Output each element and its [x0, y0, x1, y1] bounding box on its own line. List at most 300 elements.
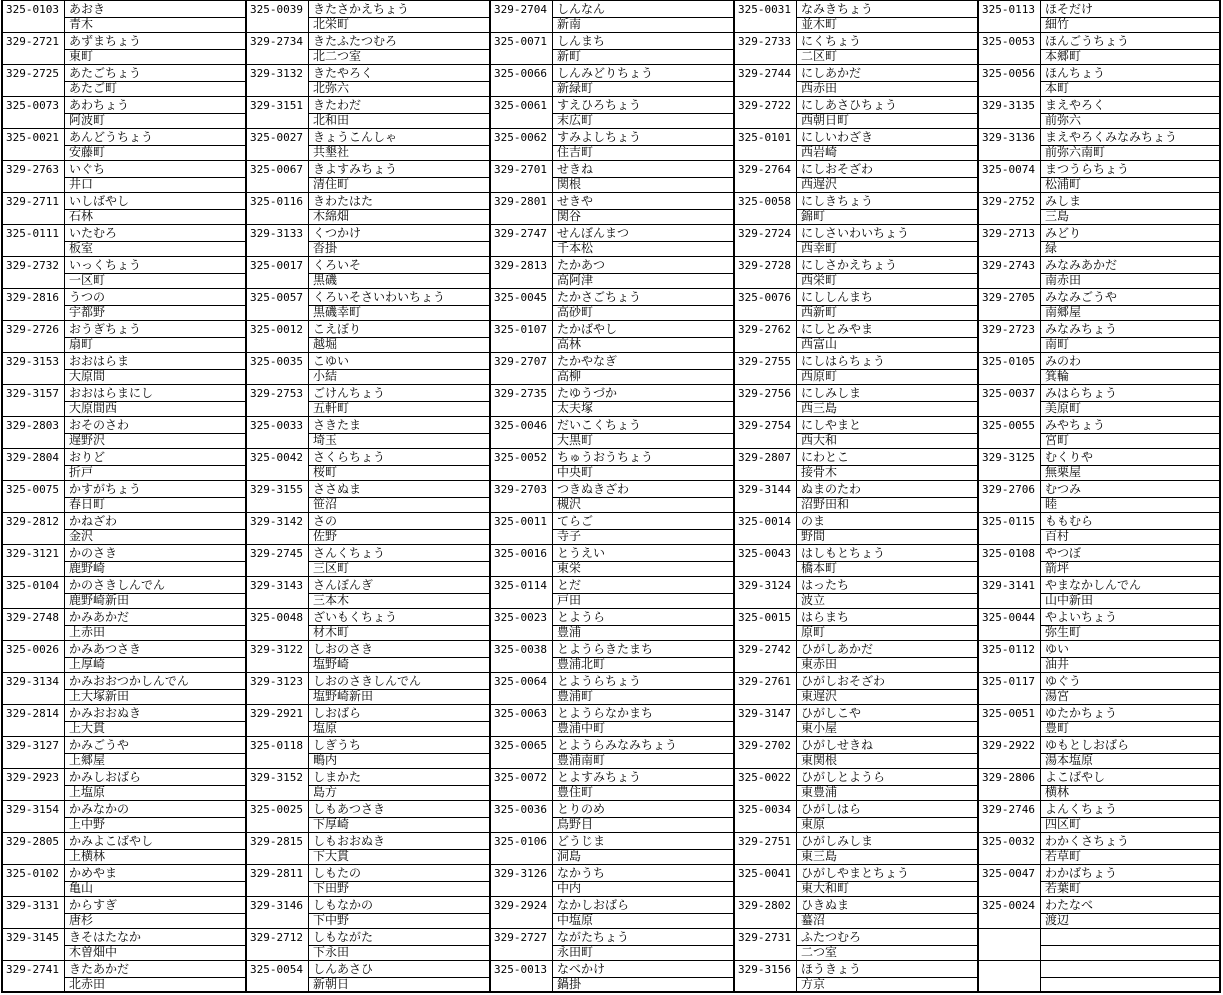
address-entry: [3, 928, 245, 960]
postal-code: 329-3121: [6, 547, 59, 560]
postal-code: 329-2735: [494, 387, 547, 400]
row-divider: [1040, 945, 1219, 946]
town-name: 東豊浦: [801, 785, 838, 799]
postal-code: 329-2922: [982, 739, 1035, 752]
town-name: 緑: [1045, 241, 1058, 255]
town-name: 北栄町: [313, 17, 350, 31]
town-name: 東赤田: [801, 657, 838, 671]
address-entry: [979, 256, 1219, 288]
address-entry: [3, 224, 245, 256]
town-reading: あずまちょう: [69, 34, 142, 48]
town-reading: にししんまち: [801, 290, 874, 304]
town-name: 山中新田: [1045, 593, 1094, 607]
address-entry: [247, 640, 489, 672]
town-name: 西岩崎: [801, 145, 838, 159]
postal-code: 325-0025: [250, 803, 303, 816]
town-name: 寺子: [557, 529, 582, 543]
town-reading: こえぼり: [313, 322, 362, 336]
address-entry: [735, 960, 977, 992]
postal-code: 329-2713: [982, 227, 1035, 240]
town-name: 南町: [1045, 337, 1070, 351]
town-name: 鹿野崎: [69, 561, 106, 575]
address-entry: [491, 832, 733, 864]
address-entry: [735, 192, 977, 224]
town-reading: おそのさわ: [69, 418, 130, 432]
town-name: 永田町: [557, 945, 594, 959]
town-reading: ひがしとようら: [801, 770, 886, 784]
town-reading: ほそだけ: [1045, 2, 1094, 16]
postal-code: 325-0104: [6, 579, 59, 592]
town-reading: てらご: [557, 514, 594, 528]
town-reading: かみおおぬき: [69, 706, 142, 720]
town-name: 板室: [69, 241, 94, 255]
address-entry: [247, 960, 489, 992]
town-name: 黒磯幸町: [313, 305, 362, 319]
postal-code: 325-0023: [494, 611, 547, 624]
address-entry: [3, 0, 245, 32]
town-reading: まえやろく: [1045, 98, 1106, 112]
town-reading: さんくちょう: [313, 546, 386, 560]
address-entry: [491, 256, 733, 288]
town-reading: せきや: [557, 194, 594, 208]
address-entry: [979, 288, 1219, 320]
town-name: 清住町: [313, 177, 350, 191]
town-reading: きたさかえちょう: [313, 2, 410, 16]
postal-code: 325-0102: [6, 867, 59, 880]
postal-code: 325-0053: [982, 35, 1035, 48]
address-entry: [735, 512, 977, 544]
town-name: 桜町: [313, 465, 338, 479]
postal-code: 329-2807: [738, 451, 791, 464]
postal-code: 329-2732: [6, 259, 59, 272]
address-entry: [979, 672, 1219, 704]
town-reading: すえひろちょう: [557, 98, 642, 112]
address-entry: [247, 544, 489, 576]
address-entry: [491, 640, 733, 672]
town-reading: やつぼ: [1045, 546, 1082, 560]
address-entry: [3, 320, 245, 352]
town-reading: すみよしちょう: [557, 130, 642, 144]
postal-code: 325-0016: [494, 547, 547, 560]
address-entry: [979, 128, 1219, 160]
address-entry: [3, 352, 245, 384]
town-reading: だいこくちょう: [557, 418, 642, 432]
town-name: 洞島: [557, 849, 582, 863]
town-name: 小結: [313, 369, 338, 383]
address-entry: [3, 768, 245, 800]
postal-code: 329-2704: [494, 3, 547, 16]
town-name: 下厚崎: [313, 817, 350, 831]
address-entry: [3, 672, 245, 704]
town-name: 鴫内: [313, 753, 338, 767]
town-reading: さんぼんぎ: [313, 578, 374, 592]
town-reading: しんまち: [557, 34, 606, 48]
postal-code: 325-0058: [738, 195, 791, 208]
town-reading: ひがしおそざわ: [801, 674, 886, 688]
town-name: 西三島: [801, 401, 838, 415]
town-reading: くろいそさいわいちょう: [313, 290, 446, 304]
address-entry: [247, 928, 489, 960]
address-entry: [3, 864, 245, 896]
postal-code: 325-0056: [982, 67, 1035, 80]
town-reading: のま: [801, 514, 826, 528]
postal-code: 329-2921: [250, 707, 303, 720]
address-entry: [979, 832, 1219, 864]
address-entry: [3, 640, 245, 672]
address-entry: [491, 0, 733, 32]
town-name: 西遅沢: [801, 177, 838, 191]
town-reading: みはらちょう: [1045, 386, 1118, 400]
town-reading: おりど: [69, 450, 106, 464]
address-entry: [247, 768, 489, 800]
postal-code: 325-0044: [982, 611, 1035, 624]
postal-code: 329-2763: [6, 163, 59, 176]
town-reading: みのわ: [1045, 354, 1082, 368]
address-entry: [3, 832, 245, 864]
postal-code: 329-2755: [738, 355, 791, 368]
town-name: 本町: [1045, 81, 1070, 95]
address-entry: [979, 480, 1219, 512]
postal-code: 329-2923: [6, 771, 59, 784]
postal-code: 329-2724: [738, 227, 791, 240]
postal-code: 325-0039: [250, 3, 303, 16]
town-reading: にわとこ: [801, 450, 850, 464]
town-reading: ささぬま: [313, 482, 362, 496]
town-reading: ひがしみしま: [801, 834, 874, 848]
address-entry: [979, 704, 1219, 736]
town-name: 金沢: [69, 529, 94, 543]
address-entry: [3, 96, 245, 128]
address-entry: [3, 704, 245, 736]
postal-code: 325-0037: [982, 387, 1035, 400]
postal-code: 329-3127: [6, 739, 59, 752]
town-reading: わたなべ: [1045, 898, 1094, 912]
postal-code: 325-0118: [250, 739, 303, 752]
town-name: 三本木: [313, 593, 350, 607]
address-entry: [3, 512, 245, 544]
postal-code: 325-0048: [250, 611, 303, 624]
address-entry: [247, 192, 489, 224]
town-name: 新南: [557, 17, 582, 31]
town-name: 横林: [1045, 785, 1070, 799]
town-reading: とだ: [557, 578, 582, 592]
address-entry: [979, 160, 1219, 192]
town-name: 材木町: [313, 625, 350, 639]
town-reading: しんみどりちょう: [557, 66, 654, 80]
town-name: 中塩原: [557, 913, 594, 927]
town-reading: みなみごうや: [1045, 290, 1118, 304]
town-reading: とようらちょう: [557, 674, 642, 688]
postal-code: 325-0047: [982, 867, 1035, 880]
town-name: 西幸町: [801, 241, 838, 255]
postal-code: 329-3156: [738, 963, 791, 976]
postal-code: 329-2722: [738, 99, 791, 112]
town-name: 渡辺: [1045, 913, 1070, 927]
postal-code: 329-3141: [982, 579, 1035, 592]
town-reading: にしとみやま: [801, 322, 874, 336]
address-entry: [247, 320, 489, 352]
town-reading: みどり: [1045, 226, 1082, 240]
postal-code: 329-2746: [982, 803, 1035, 816]
postal-code: 325-0113: [982, 3, 1035, 16]
town-reading: いぐち: [69, 162, 106, 176]
town-reading: わかくさちょう: [1045, 834, 1130, 848]
town-name: 住吉町: [557, 145, 594, 159]
town-name: 高阿津: [557, 273, 594, 287]
address-entry: [491, 224, 733, 256]
town-name: 戸田: [557, 593, 582, 607]
town-reading: さの: [313, 514, 338, 528]
town-reading: おおはらま: [69, 354, 130, 368]
postal-code: 329-2725: [6, 67, 59, 80]
town-name: 安藤町: [69, 145, 106, 159]
postal-code: 329-2811: [250, 867, 303, 880]
town-name: 豊浦南町: [557, 753, 606, 767]
address-entry: [735, 576, 977, 608]
town-reading: くつかけ: [313, 226, 362, 240]
postal-code: 329-2721: [6, 35, 59, 48]
address-entry: [3, 608, 245, 640]
town-reading: にしさいわいちょう: [801, 226, 910, 240]
address-entry: [491, 864, 733, 896]
town-name: 中央町: [557, 465, 594, 479]
town-name: 唐杉: [69, 913, 94, 927]
town-name: 下永田: [313, 945, 350, 959]
town-reading: ふたつむろ: [801, 930, 862, 944]
town-reading: からすぎ: [69, 898, 118, 912]
postal-code: 329-2701: [494, 163, 547, 176]
address-entry: [735, 64, 977, 96]
town-reading: こゆい: [313, 354, 350, 368]
town-name: 石林: [69, 209, 94, 223]
town-reading: きわたはた: [313, 194, 374, 208]
town-reading: なみきちょう: [801, 2, 874, 16]
town-reading: きょうこんしゃ: [313, 130, 398, 144]
postal-code: 325-0024: [982, 899, 1035, 912]
town-reading: かのさき: [69, 546, 118, 560]
address-entry: [3, 160, 245, 192]
postal-code: 325-0015: [738, 611, 791, 624]
address-entry: [247, 864, 489, 896]
town-name: 上厚崎: [69, 657, 106, 671]
address-entry: [979, 64, 1219, 96]
address-entry: [979, 224, 1219, 256]
postal-code: 329-3134: [6, 675, 59, 688]
address-column-4: [733, 0, 977, 991]
town-name: 折戸: [69, 465, 94, 479]
town-reading: みやちょう: [1045, 418, 1106, 432]
address-entry: [491, 192, 733, 224]
town-name: 東三島: [801, 849, 838, 863]
town-reading: まえやろくみなみちょう: [1045, 130, 1178, 144]
address-column-3: [489, 0, 733, 991]
address-entry: [979, 512, 1219, 544]
postal-code: 329-2801: [494, 195, 547, 208]
postal-code: 329-2813: [494, 259, 547, 272]
town-reading: かねざわ: [69, 514, 118, 528]
postal-code: 329-2706: [982, 483, 1035, 496]
postal-code: 329-2751: [738, 835, 791, 848]
town-name: 末広町: [557, 113, 594, 127]
postal-code: 325-0101: [738, 131, 791, 144]
town-reading: はしもとちょう: [801, 546, 886, 560]
town-reading: なべかけ: [557, 962, 606, 976]
address-entry: [979, 544, 1219, 576]
address-entry: [979, 960, 1219, 992]
postal-code: 329-2711: [6, 195, 59, 208]
postal-code: 325-0061: [494, 99, 547, 112]
town-name: 湯本塩原: [1045, 753, 1094, 767]
town-name: 本郷町: [1045, 49, 1082, 63]
postal-code: 329-3135: [982, 99, 1035, 112]
address-entry: [3, 128, 245, 160]
postal-code: 329-2924: [494, 899, 547, 912]
town-reading: しもながた: [313, 930, 374, 944]
address-entry: [979, 192, 1219, 224]
postal-code: 329-3144: [738, 483, 791, 496]
town-name: 上郷屋: [69, 753, 106, 767]
postal-code: 329-2743: [982, 259, 1035, 272]
address-column-1: [1, 0, 245, 991]
postal-code: 329-3157: [6, 387, 59, 400]
postal-code: 325-0075: [6, 483, 59, 496]
postal-code: 325-0116: [250, 195, 303, 208]
town-name: 睦: [1045, 497, 1058, 511]
town-reading: にしみしま: [801, 386, 862, 400]
town-reading: ちゅうおうちょう: [557, 450, 654, 464]
address-entry: [735, 640, 977, 672]
town-reading: にしやまと: [801, 418, 862, 432]
postal-code: 325-0021: [6, 131, 59, 144]
postal-code: 329-2814: [6, 707, 59, 720]
town-name: 二つ室: [801, 945, 838, 959]
postal-code: 325-0107: [494, 323, 547, 336]
address-entry: [247, 480, 489, 512]
row-divider: [1040, 977, 1219, 978]
town-name: 北二つ室: [313, 49, 362, 63]
town-reading: わかばちょう: [1045, 866, 1118, 880]
address-entry: [491, 960, 733, 992]
postal-code: 325-0033: [250, 419, 303, 432]
postal-code: 325-0011: [494, 515, 547, 528]
postal-code: 325-0111: [6, 227, 59, 240]
address-entry: [735, 384, 977, 416]
postal-code: 329-2764: [738, 163, 791, 176]
postal-code: 329-3132: [250, 67, 303, 80]
address-entry: [735, 128, 977, 160]
address-entry: [979, 640, 1219, 672]
town-reading: みなみちょう: [1045, 322, 1118, 336]
town-reading: にしおそざわ: [801, 162, 874, 176]
postal-code: 329-2804: [6, 451, 59, 464]
town-reading: やまなかしんでん: [1045, 578, 1142, 592]
town-reading: とよすみちょう: [557, 770, 642, 784]
town-reading: しおのさきしんでん: [313, 674, 422, 688]
town-reading: ながたちょう: [557, 930, 630, 944]
postal-code: 329-3154: [6, 803, 59, 816]
town-name: 千本松: [557, 241, 594, 255]
town-name: 前弥六南町: [1045, 145, 1106, 159]
town-name: 西富山: [801, 337, 838, 351]
address-entry: [491, 768, 733, 800]
address-entry: [735, 800, 977, 832]
address-entry: [735, 704, 977, 736]
address-entry: [979, 896, 1219, 928]
postal-code: 325-0112: [982, 643, 1035, 656]
address-entry: [491, 480, 733, 512]
address-entry: [735, 256, 977, 288]
town-name: 高林: [557, 337, 582, 351]
town-reading: にしさかえちょう: [801, 258, 898, 272]
address-entry: [247, 704, 489, 736]
postal-code: 325-0031: [738, 3, 791, 16]
town-name: 大原間西: [69, 401, 118, 415]
town-reading: しもたの: [313, 866, 362, 880]
postal-code: 329-2702: [738, 739, 791, 752]
address-entry: [491, 736, 733, 768]
town-reading: しもおおぬき: [313, 834, 386, 848]
address-entry: [247, 96, 489, 128]
town-name: 三島: [1045, 209, 1070, 223]
address-entry: [491, 928, 733, 960]
town-reading: たかばやし: [557, 322, 618, 336]
postal-code: 329-2734: [250, 35, 303, 48]
town-name: 錦町: [801, 209, 826, 223]
address-entry: [491, 160, 733, 192]
address-entry: [3, 800, 245, 832]
row-divider: [1040, 241, 1219, 242]
postal-code: 325-0074: [982, 163, 1035, 176]
town-reading: かみあかだ: [69, 610, 130, 624]
town-name: 関谷: [557, 209, 582, 223]
address-entry: [3, 64, 245, 96]
postal-code: 329-2762: [738, 323, 791, 336]
town-name: 新町: [557, 49, 582, 63]
town-name: 沼野田和: [801, 497, 850, 511]
postal-code: 329-2761: [738, 675, 791, 688]
address-entry: [735, 896, 977, 928]
postal-code: 329-2815: [250, 835, 303, 848]
town-reading: ざいもくちょう: [313, 610, 398, 624]
address-entry: [3, 288, 245, 320]
town-name: 方京: [801, 977, 826, 991]
town-name: 中内: [557, 881, 582, 895]
town-name: 笹沼: [313, 497, 338, 511]
town-reading: にしあさひちょう: [801, 98, 898, 112]
address-entry: [247, 0, 489, 32]
town-name: 無栗屋: [1045, 465, 1082, 479]
town-name: 西大和: [801, 433, 838, 447]
address-entry: [735, 320, 977, 352]
postal-code: 325-0114: [494, 579, 547, 592]
town-name: 塩原: [313, 721, 338, 735]
town-reading: ひがしやまとちょう: [801, 866, 910, 880]
postal-code: 329-2816: [6, 291, 59, 304]
town-reading: とようらみなみちょう: [557, 738, 678, 752]
town-reading: やよいちょう: [1045, 610, 1118, 624]
town-name: 沓掛: [313, 241, 338, 255]
address-entry: [247, 256, 489, 288]
town-reading: しぎうち: [313, 738, 362, 752]
address-entry: [3, 256, 245, 288]
postal-code: 325-0022: [738, 771, 791, 784]
town-reading: おうぎちょう: [69, 322, 142, 336]
town-name: 佐野: [313, 529, 338, 543]
town-name: 野間: [801, 529, 826, 543]
postal-code: 325-0076: [738, 291, 791, 304]
town-name: 西朝日町: [801, 113, 850, 127]
postal-code: 329-2726: [6, 323, 59, 336]
